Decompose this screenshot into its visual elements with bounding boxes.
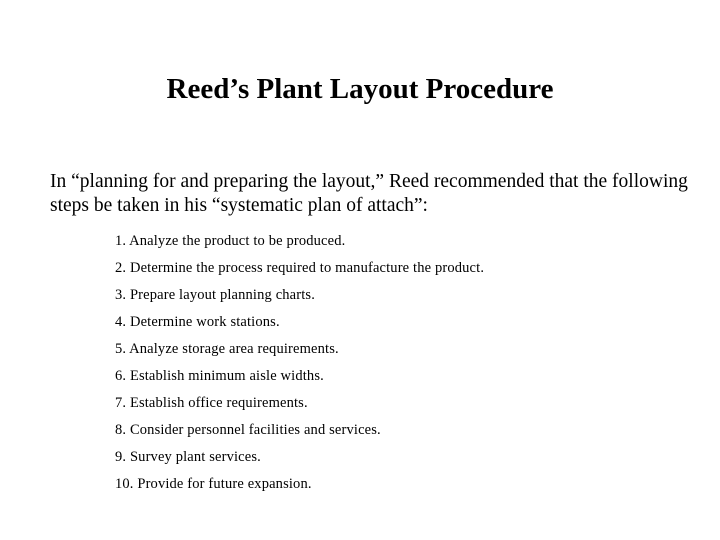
- slide-title: Reed’s Plant Layout Procedure: [166, 73, 554, 105]
- list-item: 5. Analyze storage area requirements.: [115, 341, 339, 357]
- steps-list: [115, 231, 675, 501]
- list-item: 2. Determine the process required to manufacture the product.: [115, 260, 485, 276]
- list-item: 6. Establish minimum aisle widths.: [115, 368, 324, 384]
- list-item: 7. Establish office requirements.: [115, 395, 308, 411]
- list-item: 3. Prepare layout planning charts.: [115, 287, 315, 303]
- intro-paragraph: In “planning for and preparing the layout,” Reed recommended that the following steps be taken in his “systematic plan of attach”:: [50, 171, 688, 216]
- list-item: 8. Consider personnel facilities and services.: [115, 422, 381, 438]
- list-item: 4. Determine work stations.: [115, 314, 280, 330]
- list-item: 10. Provide for future expansion.: [115, 476, 312, 492]
- list-item: 9. Survey plant services.: [115, 449, 261, 465]
- list-item: 1. Analyze the product to be produced.: [115, 233, 346, 249]
